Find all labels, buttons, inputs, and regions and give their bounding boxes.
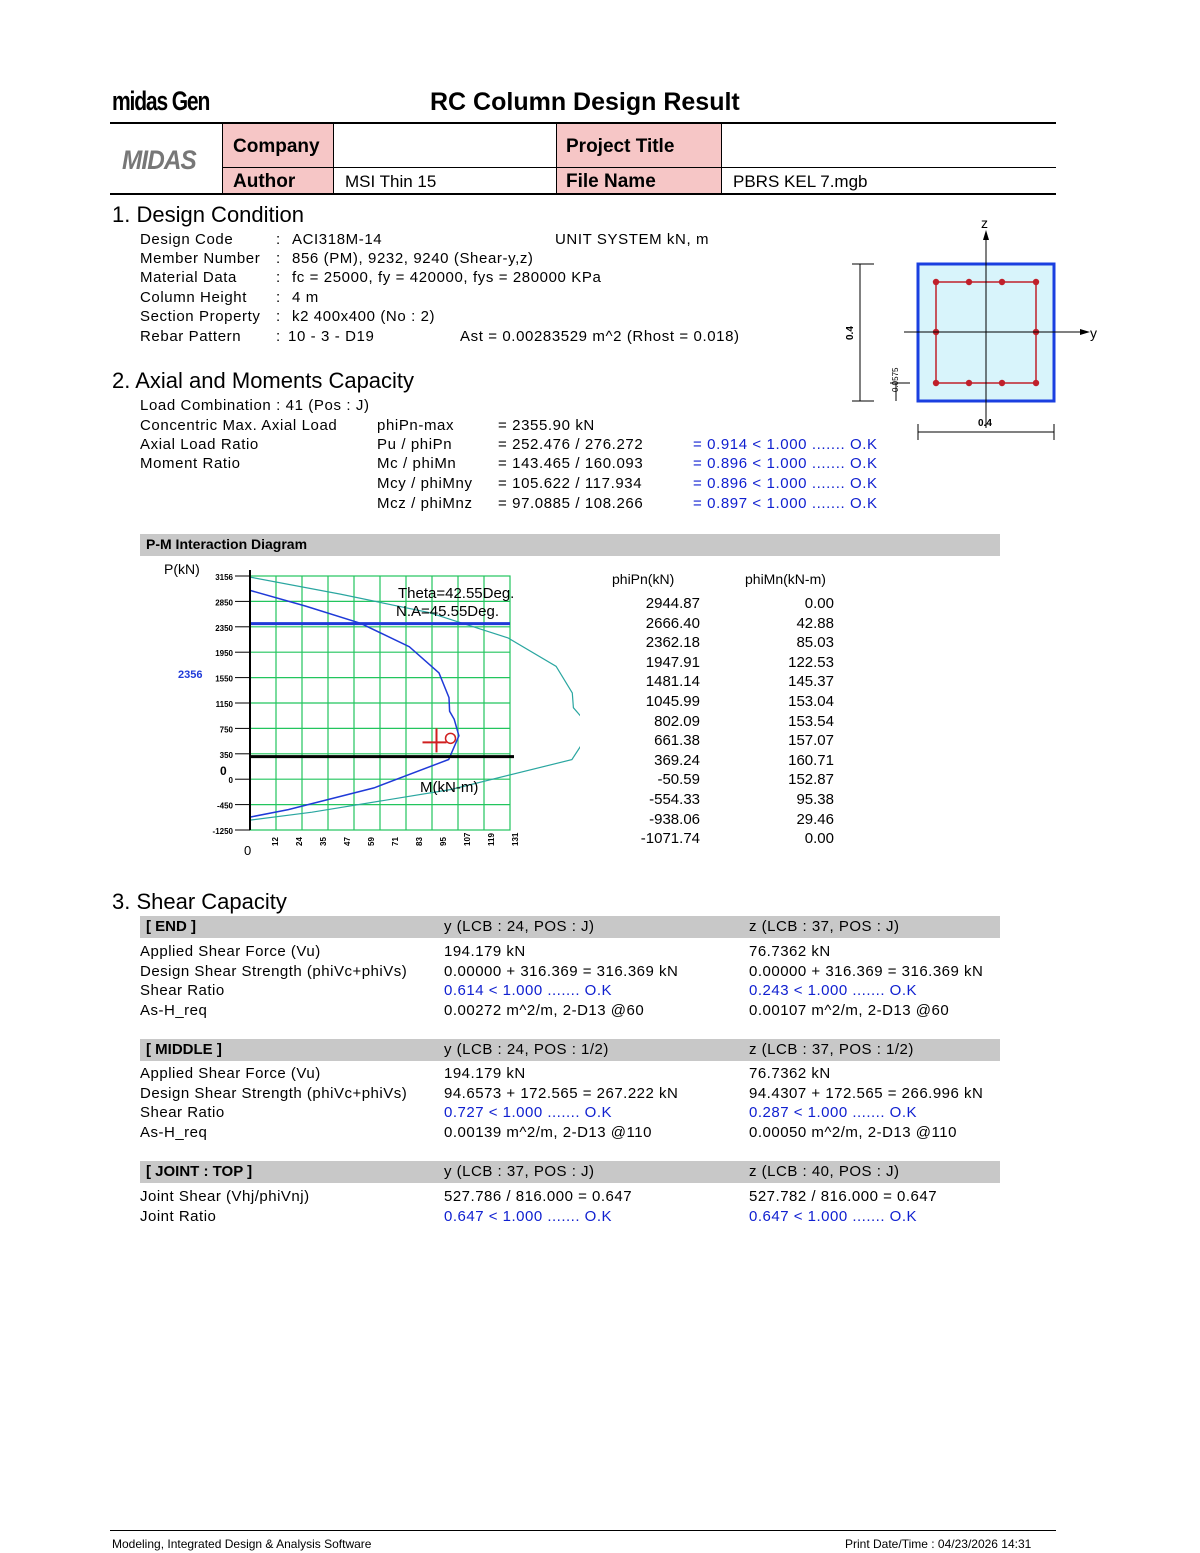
- material-data-label: Material Data: [140, 269, 238, 286]
- pm-col-m-header: phiMn(kN-m): [745, 571, 826, 587]
- header-mid-rule: [223, 167, 1056, 168]
- footer-print-date: Print Date/Time : 04/23/2026 14:31: [845, 1537, 1032, 1551]
- footer-rule: [110, 1530, 1056, 1531]
- author-value: MSI Thin 15: [345, 172, 437, 191]
- shear-row-label: As-H_req: [140, 1002, 208, 1019]
- design-code-value: ACI318M-14: [292, 231, 383, 248]
- rebar-dot: [999, 380, 1005, 386]
- pm-value-p: -554.33: [649, 791, 700, 808]
- y-tick-label: 1950: [215, 649, 233, 659]
- rebar-dot: [966, 279, 972, 285]
- pm-value-m: 152.87: [788, 771, 834, 789]
- pm-value-p: 2362.18: [645, 634, 700, 652]
- y-axis-arrow: [1080, 329, 1090, 335]
- shear-end-y-head: y (LCB : 24, POS : J): [444, 918, 595, 935]
- shear-row-label: Design Shear Strength (phiVc+phiVs): [140, 1085, 408, 1102]
- shear-row-label: Shear Ratio: [140, 1104, 225, 1121]
- rebar-dot: [933, 279, 939, 285]
- company-label: Company: [233, 136, 320, 157]
- pm-value-m: 42.88: [796, 614, 834, 632]
- rebar-pattern-label: Rebar Pattern: [140, 328, 242, 345]
- pm-diagram-title: P-M Interaction Diagram: [146, 536, 308, 552]
- shear-row-y: 0.614 < 1.000 ....... O.K: [444, 982, 613, 999]
- shear-middle-y-head: y (LCB : 24, POS : 1/2): [444, 1041, 609, 1058]
- midas-logo: MIDAS: [122, 145, 196, 175]
- cap-row-name: phiPn-max: [377, 417, 455, 434]
- y-tick-label: 2850: [215, 598, 233, 608]
- shear-row-label: Joint Shear (Vhj/phiVnj): [140, 1188, 310, 1205]
- design-code-sep: :: [276, 231, 281, 248]
- shear-joint-y-head: y (LCB : 37, POS : J): [444, 1163, 595, 1180]
- shear-row-label: Shear Ratio: [140, 982, 225, 999]
- cap-row-check: = 0.914 < 1.000 ....... O.K: [693, 436, 878, 453]
- design-code-label: Design Code: [140, 231, 234, 248]
- cap-row-value: = 252.476 / 276.272: [498, 436, 644, 453]
- rebar-dot: [1033, 279, 1039, 285]
- z-axis-label: z: [981, 215, 988, 231]
- shear-row-z: 527.782 / 816.000 = 0.647: [749, 1188, 938, 1205]
- brand-name: midas Gen: [112, 86, 210, 116]
- p-axis-label: P(kN): [164, 561, 200, 577]
- shear-joint-z-head: z (LCB : 40, POS : J): [749, 1163, 900, 1180]
- rebar-pattern-sep: :: [276, 328, 281, 345]
- pm-value-p: 661.38: [654, 732, 700, 750]
- y-tick-label: 0: [228, 776, 233, 786]
- y-tick-label: 350: [219, 750, 233, 760]
- shear-row-y: 0.00139 m^2/m, 2-D13 @110: [444, 1124, 652, 1141]
- cap-row-label: Moment Ratio: [140, 455, 241, 472]
- shear-row-y: 194.179 kN: [444, 1065, 526, 1082]
- cap-row-label: Concentric Max. Axial Load: [140, 417, 338, 434]
- column-height-label: Column Height: [140, 289, 248, 306]
- member-number-sep: :: [276, 250, 281, 267]
- cover-dim-label: 0.0575: [891, 367, 900, 392]
- cap-row-value: = 2355.90 kN: [498, 417, 595, 434]
- shear-row-z: 0.287 < 1.000 ....... O.K: [749, 1104, 918, 1121]
- cap-row-name: Mcy / phiMny: [377, 475, 473, 492]
- shear-row-y: 0.727 < 1.000 ....... O.K: [444, 1104, 613, 1121]
- pm-value-p: 2666.40: [645, 614, 700, 632]
- pm-value-m: 157.07: [788, 732, 834, 750]
- cap-row-check: = 0.897 < 1.000 ....... O.K: [693, 495, 878, 512]
- footer-software: Modeling, Integrated Design & Analysis Software: [112, 1537, 372, 1551]
- pm-value-p: 369.24: [654, 751, 700, 769]
- design-condition-title: 1. Design Condition: [112, 202, 305, 227]
- pm-value-m: 29.46: [796, 810, 834, 828]
- column-section-drawing: [830, 210, 1110, 450]
- section-property-label: Section Property: [140, 308, 261, 325]
- shear-end-head: [ END ]: [146, 918, 196, 935]
- height-dim-label: 0.4: [845, 326, 856, 340]
- header-divider: [222, 123, 223, 194]
- cap-row-label: Axial Load Ratio: [140, 436, 259, 453]
- shear-end-z-head: z (LCB : 37, POS : J): [749, 918, 900, 935]
- pm-value-m: 153.04: [788, 693, 834, 710]
- shear-row-label: Applied Shear Force (Vu): [140, 943, 321, 960]
- pm-value-m: 145.37: [788, 673, 834, 691]
- x-tick-label: 35: [319, 837, 328, 846]
- material-data-value: fc = 25000, fy = 420000, fys = 280000 KPa: [292, 269, 602, 286]
- x-tick-label: 12: [271, 837, 280, 846]
- x-tick-label: 95: [439, 837, 448, 846]
- pm-value-p: 2944.87: [645, 595, 700, 612]
- ast-value: Ast = 0.00283529 m^2 (Rhost = 0.018): [460, 328, 740, 345]
- rebar-dot: [1033, 380, 1039, 386]
- shear-row-label: Applied Shear Force (Vu): [140, 1065, 321, 1082]
- header-divider: [721, 123, 722, 194]
- section-property-sep: :: [276, 308, 281, 325]
- project-title-label: Project Title: [566, 136, 675, 157]
- page-title: RC Column Design Result: [430, 88, 740, 116]
- shear-row-y: 194.179 kN: [444, 943, 526, 960]
- z-axis-arrow: [983, 230, 989, 240]
- shear-row-z: 0.00107 m^2/m, 2-D13 @60: [749, 1002, 950, 1019]
- x-tick-label: 107: [463, 832, 472, 846]
- shear-row-z: 76.7362 kN: [749, 1065, 831, 1082]
- header-divider: [333, 123, 334, 194]
- cap-row-value: = 97.0885 / 108.266: [498, 495, 644, 512]
- cap-row-value: = 143.465 / 160.093: [498, 455, 644, 472]
- shear-row-label: As-H_req: [140, 1124, 208, 1141]
- section-property-value: k2 400x400 (No : 2): [292, 308, 436, 325]
- zero-axis-label: 0: [220, 764, 227, 778]
- cap-row-name: Mcz / phiMnz: [377, 495, 473, 512]
- rebar-dot: [999, 279, 1005, 285]
- pm-value-m: 95.38: [796, 791, 834, 808]
- x-tick-label: 47: [343, 837, 352, 846]
- shear-row-z: 0.00000 + 316.369 = 316.369 kN: [749, 963, 984, 980]
- pm-value-m: 85.03: [796, 634, 834, 652]
- pm-value-m: 0.00: [804, 595, 834, 612]
- y-tick-label: 750: [219, 725, 233, 735]
- x-tick-label: 24: [295, 837, 304, 846]
- rebar-dot: [966, 380, 972, 386]
- shear-row-z: 94.4307 + 172.565 = 266.996 kN: [749, 1085, 984, 1102]
- rebar-dot: [933, 380, 939, 386]
- pm-value-p: 1045.99: [645, 693, 700, 710]
- x-tick-label: 83: [415, 837, 424, 846]
- pm-value-p: -938.06: [649, 810, 700, 828]
- na-label: N.A=45.55Deg.: [396, 603, 499, 620]
- column-height-value: 4 m: [292, 289, 319, 306]
- y-tick-label: 1150: [215, 700, 233, 709]
- shear-middle-head: [ MIDDLE ]: [146, 1041, 222, 1058]
- shear-row-y: 0.00272 m^2/m, 2-D13 @60: [444, 1002, 645, 1019]
- y-tick-label: 1550: [215, 674, 233, 684]
- header-bottom-rule: [110, 193, 1056, 195]
- shear-row-label: Design Shear Strength (phiVc+phiVs): [140, 963, 408, 980]
- y-tick-label: -450: [216, 801, 233, 811]
- x-tick-label: 59: [367, 837, 376, 846]
- file-name-value: PBRS KEL 7.mgb: [733, 172, 868, 191]
- width-dim-label: 0.4: [978, 418, 992, 429]
- column-height-sep: :: [276, 289, 281, 306]
- pm-value-m: 0.00: [804, 830, 834, 848]
- rebar-pattern-value: 10 - 3 - D19: [288, 328, 375, 345]
- shear-row-z: 0.00050 m^2/m, 2-D13 @110: [749, 1124, 957, 1141]
- material-data-sep: :: [276, 269, 281, 286]
- y-tick-label: 2350: [215, 623, 233, 633]
- pm-value-p: 1481.14: [645, 673, 700, 691]
- y-axis-label: y: [1090, 325, 1097, 341]
- shear-row-y: 0.647 < 1.000 ....... O.K: [444, 1208, 613, 1225]
- cap-row-name: Pu / phiPn: [377, 436, 453, 453]
- load-combination: Load Combination : 41 (Pos : J): [140, 397, 370, 414]
- cap-row-check: = 0.896 < 1.000 ....... O.K: [693, 455, 878, 472]
- cap-row-value: = 105.622 / 117.934: [498, 475, 643, 492]
- shear-row-y: 94.6573 + 172.565 = 267.222 kN: [444, 1085, 679, 1102]
- shear-row-y: 0.00000 + 316.369 = 316.369 kN: [444, 963, 679, 980]
- shear-title: 3. Shear Capacity: [112, 889, 287, 914]
- pm-value-p: -50.59: [657, 771, 700, 789]
- x-tick-label: 71: [391, 837, 400, 846]
- pm-value-m: 153.54: [788, 712, 834, 730]
- pm-value-p: -1071.74: [640, 830, 700, 848]
- origin-label: 0: [244, 843, 252, 858]
- cap-row-check: = 0.896 < 1.000 ....... O.K: [693, 475, 878, 492]
- header-divider: [556, 123, 557, 194]
- capacity-title: 2. Axial and Moments Capacity: [112, 368, 415, 393]
- shear-row-label: Joint Ratio: [140, 1208, 217, 1225]
- member-number-label: Member Number: [140, 250, 261, 267]
- pm-value-p: 1947.91: [645, 653, 700, 671]
- file-name-label: File Name: [566, 171, 656, 192]
- pm-value-m: 160.71: [788, 751, 834, 769]
- cap-row-name: Mc / phiMn: [377, 455, 457, 472]
- member-number-value: 856 (PM), 9232, 9240 (Shear-y,z): [292, 250, 534, 267]
- pm-col-p-header: phiPn(kN): [612, 571, 675, 587]
- y-tick-label: -1250: [212, 827, 233, 836]
- pm-interaction-chart: [140, 558, 580, 863]
- theta-label: Theta=42.55Deg.: [398, 585, 515, 602]
- y-tick-label: 3156: [215, 573, 233, 582]
- shear-row-z: 76.7362 kN: [749, 943, 831, 960]
- unit-system-value: UNIT SYSTEM kN, m: [555, 231, 710, 248]
- pm-value-p: 802.09: [654, 712, 700, 730]
- pm-value-m: 122.53: [788, 653, 834, 671]
- shear-joint-head: [ JOINT : TOP ]: [146, 1163, 253, 1180]
- x-tick-label: 119: [487, 833, 496, 846]
- pmax-axis-label: 2356: [178, 669, 203, 681]
- m-axis-label: M(kN-m): [420, 779, 479, 796]
- shear-row-z: 0.647 < 1.000 ....... O.K: [749, 1208, 918, 1225]
- shear-middle-z-head: z (LCB : 37, POS : 1/2): [749, 1041, 914, 1058]
- author-label: Author: [233, 171, 296, 192]
- shear-row-y: 527.786 / 816.000 = 0.647: [444, 1188, 633, 1205]
- shear-row-z: 0.243 < 1.000 ....... O.K: [749, 982, 918, 999]
- x-tick-label: 131: [511, 832, 520, 846]
